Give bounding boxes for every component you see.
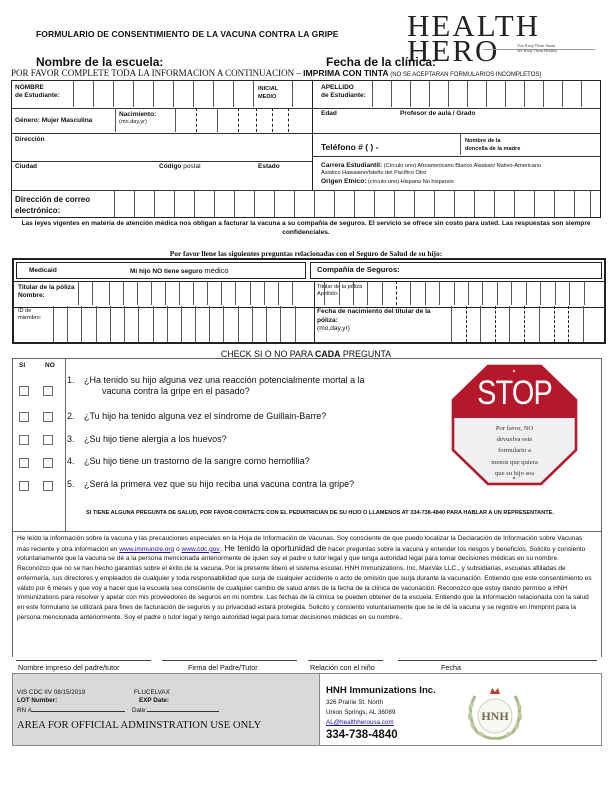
no-column-header: NO [45,362,55,369]
cell-line [252,306,253,342]
member-id-label [18,308,41,322]
last-name-label-2: de Estudiante: [321,92,366,99]
cell-line [543,81,544,107]
cell-line [324,281,325,305]
cell-line [511,281,512,305]
laurel-wreath-icon [461,684,529,742]
cell-line [272,108,273,132]
state-label: Estado [258,163,280,170]
cell-line [115,108,116,132]
insurance-company-label: Compañía de Seguros: [317,265,400,274]
q2-no-checkbox[interactable] [43,412,53,422]
insurance-section-title: Por favor llene las siguientes preguntas relacionadas con el Seguro de Salud de su hijo: [169,249,443,258]
email-label-2: electrónico: [15,206,61,215]
cell-line [165,281,166,305]
cdc-link[interactable]: www.cdc.gov [181,545,220,553]
rn-input-line[interactable] [31,705,125,712]
middle-initial-label-1: INICIAL [258,86,279,92]
cell-line [109,281,110,305]
stop-line-2: devuelva este [496,436,533,444]
member-id-label-2: miembro: [18,315,42,321]
company-address-2: Union Springs, AL 36089 [326,709,396,716]
cell-line [250,281,251,305]
medicaid-option[interactable]: Medicaid [29,267,57,274]
cell-line [253,81,254,107]
row-divider [312,156,600,157]
cell-line [173,81,174,107]
cell-line [451,306,452,342]
vaccine-name: FLUCELVAX [134,689,170,696]
cell-line [554,306,555,342]
exp-date-label: EXP Date: [139,697,169,704]
cell-line [540,281,541,305]
cell-line [396,281,397,305]
question-2-number: 2. [67,411,75,421]
immunize-link[interactable]: www.immunize.org [119,545,175,553]
check-title-bold: CADA [315,349,341,359]
q4-yes-checkbox[interactable] [19,458,29,468]
cell-line [482,281,483,305]
instruction-main: POR FAVOR COMPLETE TODA LA INFORMACION A CONTINUACION – [11,68,304,78]
ethnic-options[interactable]: (círculo uno) Hispana No hispanos [366,178,454,185]
holder-first-name-label-2: Nombre: [18,292,45,299]
cell-line [581,81,582,107]
cell-line [179,281,180,305]
zip-label-normal: postal [183,163,201,170]
cell-line [234,190,235,217]
cell-line [568,306,569,342]
company-info [320,673,602,746]
lot-number-label: LOT Number: [17,697,58,704]
consent-paragraph [17,534,593,622]
cell-line [382,281,383,305]
stop-word: STOP [477,374,552,412]
holder-first-name-label [18,284,75,300]
email-input[interactable] [114,190,600,217]
question-4-number: 4. [67,456,75,466]
birth-label-1: Nacimiento: [119,111,157,118]
holder-dob-label-1: Fecha de nacimiento del titular de la [317,308,431,315]
cell-line [495,306,496,342]
cell-line [207,281,208,305]
cell-line [494,190,495,217]
admin-date-label-text: Date: [132,707,148,714]
cell-line [174,190,175,217]
holder-dob-input[interactable] [451,306,604,342]
holder-first-name-label-1: Titular de la póliza [18,284,75,291]
cell-line [505,81,506,107]
rn-label [17,705,125,715]
cell-line [394,190,395,217]
question-2-text: ¿Tu hijo ha tenido alguna vez el síndrome de Guillain-Barre? [84,411,327,421]
cell-line [274,190,275,217]
cell-line [113,81,114,107]
cell-line [235,281,236,305]
address-input[interactable] [12,145,310,159]
cell-line [221,281,222,305]
school-name-label: Nombre de la escuela: [36,55,164,69]
maiden-name-label-1: Nombre de la [465,138,501,144]
question-5 [67,479,354,490]
logo-tagline-1: You Keep Them Smart [517,43,556,48]
cell-line [278,281,279,305]
cell-line [133,81,134,107]
company-email-link[interactable]: AL@healthherousa.com [326,719,394,726]
consent-top-border [12,531,602,532]
cell-line [414,190,415,217]
cell-line [123,281,124,305]
health-hero-logo [405,8,605,68]
check-title-post: PREGUNTA [340,349,392,359]
cell-line [391,81,392,107]
cell-line [256,108,257,132]
cell-line [194,190,195,217]
question-5-text: ¿Será la primera vez que su hijo reciba una vacuna contra la gripe? [84,479,355,489]
cell-line [134,190,135,217]
row-divider [12,133,600,134]
instruction-bold: IMPRIMA CON TINTA [303,68,389,78]
cell-line [154,190,155,217]
cell-line [137,281,138,305]
cell-line [96,306,97,342]
question-3 [67,434,227,445]
cell-line [264,281,265,305]
clinic-date-label: Fecha de la clínica: [326,55,437,69]
insurance-company-input[interactable] [406,263,601,278]
question-5-number: 5. [67,479,75,489]
holder-first-name-input[interactable] [78,281,312,305]
maiden-name-label [465,137,520,153]
no-insurance-normal: médico [204,266,229,275]
cell-line [410,281,411,305]
stop-sign-message [450,423,579,479]
cell-line [454,281,455,305]
cell-line [67,306,68,342]
instruction-note: (NO SE ACEPTARAN FORMULARIOS INCOMPLETOS) [388,72,542,78]
cell-line [509,306,510,342]
cell-line [460,133,461,155]
age-label: Edad [321,110,337,117]
cell-line [497,281,498,305]
cell-line [539,306,540,342]
cell-line [474,190,475,217]
gender-label: Género: Mujer Masculina [15,117,93,124]
no-insurance-bold: Mi hijo NO tiene seguro [130,268,205,275]
zip-label [159,163,201,171]
maiden-name-label-2: doncella de la madre [465,146,521,152]
form-title: FORMULARIO DE CONSENTIMIENTO DE LA VACUNA CONTRA LA GRIPE [36,29,339,39]
address-label: Dirección [15,136,45,143]
cell-line [554,190,555,217]
cell-line [524,81,525,107]
signature-label: Firma del Padre/Tutor [188,663,258,672]
consent-part-2: . He tenido la oportunidad de [219,542,327,553]
cell-line [213,81,214,107]
official-use-label: AREA FOR OFFICIAL ADMINSTRATION USE ONLY [17,720,262,731]
cell-line [195,306,196,342]
teacher-grade-label: Profesor de aula / Grado [400,110,476,117]
state-input[interactable] [258,172,308,187]
birth-label-2: (mo,day,yr) [119,119,147,125]
city-label: Ciudad [15,163,38,170]
row-divider [12,108,600,109]
cell-line [486,81,487,107]
stop-line-1: Por favor, NO [495,425,534,432]
cell-line [153,81,154,107]
question-3-number: 3. [67,434,75,444]
relationship-label: Relación con el niño [310,663,375,672]
q5-no-checkbox[interactable] [43,481,53,491]
cell-line [372,81,373,107]
q1-yes-checkbox[interactable] [19,386,29,396]
cell-line [434,190,435,217]
consent-part-1: He leído la información sobre la vacuna y las precauciones especiales en la Hoja de Información de Vacunas. Soy consciente de que puedo localizar la Declaración de Información sobre Vacunas más reciente y otra información en [17,535,583,553]
race-ethnicity-block [321,162,601,186]
cell-line [524,306,525,342]
crown-icon [490,688,500,694]
first-name-label-2: de Estudiante: [15,92,60,99]
cell-line [167,306,168,342]
cell-line [339,281,340,305]
cell-line [214,190,215,217]
zip-input[interactable] [159,172,254,187]
stop-line-4: menos que quiera [491,458,538,466]
cell-line [81,306,82,342]
cell-line [410,81,411,107]
ethnic-label: Origen Etnico: [321,177,367,185]
date-line-extended [465,660,597,661]
middle-initial-label [258,86,278,101]
first-name-label [15,84,60,100]
cell-line [209,306,210,342]
cell-line [110,306,111,342]
stop-line-3: formulario a [498,447,531,455]
holder-dob-label [317,308,431,334]
cell-line [280,306,281,342]
instruction-line [11,68,541,78]
check-title-pre: CHECK SI O NO PARA [220,349,316,359]
hnh-seal-logo [461,684,529,742]
question-4-text: ¿Su hijo tiene un trastorno de la sangre como hemofilia? [84,456,310,466]
company-address-1: 326 Prairie St. North [326,699,384,706]
company-phone: 334-738-4840 [326,729,398,741]
cell-line [92,281,93,305]
official-use-area [12,673,320,746]
cell-line [534,190,535,217]
cell-line [238,108,239,132]
logo-tagline [517,43,557,53]
cell-line [138,306,139,342]
age-input[interactable] [345,108,395,132]
q3-no-checkbox[interactable] [43,435,53,445]
last-name-label [321,84,366,100]
date-label: Fecha [441,663,461,672]
billing-notice: Las leyes vigentes en materia de atención médica nos obligan a facturar la vacuna a su compañía de seguros. El servicio se ofrece sin costo para usted. Las respuestas son siempre confidenciales. [21,220,591,236]
q3-yes-checkbox[interactable] [19,435,29,445]
cell-line [425,281,426,305]
stop-line-5: que su hijo sea [494,469,534,477]
email-label [15,194,90,216]
stop-sign-image [450,363,579,487]
logo-line-1: HEALTH [407,8,541,43]
q5-yes-checkbox[interactable] [19,481,29,491]
row-divider [12,161,312,162]
cell-line [196,108,197,132]
q4-no-checkbox[interactable] [43,458,53,468]
cell-line [374,190,375,217]
cell-line [181,306,182,342]
zip-label-bold: Código [159,163,184,170]
holder-last-name-label-1: Titular de la póliza [317,284,363,290]
first-name-input[interactable] [73,81,253,107]
cell-line [93,81,94,107]
rn-label-text: RN # [17,707,32,714]
race-options-2[interactable]: Asiático Hawaiano/Isleño del Pacífico Otro [321,170,427,177]
race-label: Carrera Estudiantil: [321,162,383,169]
middle-initial-input[interactable] [292,81,311,107]
question-2 [67,411,326,422]
signature-line[interactable] [162,660,297,661]
teacher-grade-input[interactable] [400,118,600,132]
cell-line [233,81,234,107]
cell-line [354,190,355,217]
cell-line [353,281,354,305]
holder-last-name-input[interactable] [324,281,604,305]
cell-line [480,306,481,342]
cell-line [467,81,468,107]
cell-line [254,190,255,217]
race-options[interactable]: (Círculo uno) Afroamericano Blanco Alaskan/ Nativo-Americano [382,163,542,169]
admin-date-input-line[interactable] [147,705,219,712]
cell-line [153,306,154,342]
middle-initial-label-2: MEDIO [258,93,277,100]
cell-line [569,281,570,305]
member-id-label-1: ID de [18,308,32,314]
email-label-1: Dirección de correo [15,195,91,204]
cell-line [124,306,125,342]
last-name-label-1: APELLIDO [321,84,354,91]
holder-last-name-label-2: Apellido: [317,291,339,297]
relationship-line[interactable] [308,660,383,661]
company-name: HNH Immunizations Inc. [326,685,436,696]
logo-line-2: HERO [407,33,500,68]
printed-name-label: Nombre impreso del padre/tutor [18,663,120,672]
member-id-input[interactable] [52,306,312,342]
cell-line [466,306,467,342]
checkbox-column-divider [65,358,66,532]
phone-label: Teléfono # ( ) - [321,142,379,152]
cell-line [526,281,527,305]
birth-label [119,111,156,126]
cell-line [555,281,556,305]
cell-line [175,108,176,132]
cell-line [590,190,591,217]
health-contact-note: SI TIENE ALGUNA PREGUNTA DE SALUD, POR FAVOR CONTACTE CON EL PEDIATRICIAN DE SU HIJO O LLAMENOS AT 334-738-4840 PARA HABLAR A UN REPRESENTANTE. [86,510,554,516]
cell-line [562,81,563,107]
cell-line [574,190,575,217]
printed-name-line[interactable] [16,660,151,661]
cell-line [583,306,584,342]
consent-or: o [174,545,182,553]
cell-line [334,190,335,217]
insurance-company-row [310,262,602,279]
cell-line [223,306,224,342]
cell-line [448,81,449,107]
question-1-number: 1. [67,375,75,385]
cell-line [468,281,469,305]
cell-line [584,281,585,305]
logo-tagline-2: We Keep Them Healthy [517,48,558,53]
phone-input[interactable] [312,133,460,155]
question-1-text: ¿Ha tenido su hijo alguna vez una reacción potencialmente mortal a la [84,375,365,385]
cell-line [151,281,152,305]
cell-line [217,108,218,132]
cell-line [193,81,194,107]
question-1 [67,375,365,397]
svg-text:HNH: HNH [481,709,509,723]
cell-line [514,190,515,217]
q1-no-checkbox[interactable] [43,386,53,396]
no-insurance-option[interactable] [130,267,229,276]
coverage-type-row [16,262,306,279]
cell-line [78,281,79,305]
cell-line [429,81,430,107]
holder-dob-label-2: póliza: [317,316,338,324]
column-divider [314,281,315,342]
question-3-text: ¿Su hijo tiene alergia a los huevos? [84,434,227,444]
cell-line [454,190,455,217]
cell-line [314,190,315,217]
cell-line [292,281,293,305]
cell-line [266,306,267,342]
consent-part-3: hacer preguntas sobre la vacuna y entender los riesgos y beneficios. Solicito y consiento voluntariamente que la vacuna se dé a la persona mencionada anteriormente de quien soy el padre o tutor legal y que tenga autoridad legal para tomar decisiones médicas en su nombre. Reconozco que no se han hecho garantías sobre el éxito de la vacuna. Por la presente libero el sistema escolar, HNH Immunizations, Inc, MaxVax LLC., y subsidiarias, escuelas afiliadas de enfermería, sus directores y empleados de cualquier y toda responsabilidad que surja de cualquier accidente o acto de omisión que surja durante la vacunación. Entiendo que este consentimiento es válido por 6 meses y que voy a hacer que la escuela sea consciente de cualquier cambio de salud antes de la fecha de la clínica de vacunación. Reconozco que estoy dando permiso a HNH Immunizations para resolver y apelar con mis proveedores de seguros en mi nombre. Las fechas de la clínica se pueden obtener de la escuela. Entiendo que la información relacionada con la salud en este formulario se utilizará para fines de facturación de seguros y su privacidad estará protegida. Solicito y consiento voluntariamente que se le dé la vacuna y se registre en Immprint para la persona mencionada anteriormente. Soy el padre o tutor legal y tengo autoridad legal para tomar decisiones médicas en su nombre.. [17,545,592,621]
maiden-name-input[interactable] [535,133,600,155]
city-input[interactable] [12,172,157,187]
cell-line [439,281,440,305]
cell-line [295,306,296,342]
yes-column-header: SI [19,362,26,369]
first-name-label-1: NOMBRE [15,84,44,91]
cell-line [294,190,295,217]
cell-line [53,306,54,342]
cell-line [73,81,74,107]
cell-line [114,190,115,217]
vis-date: VIS CDC IIV 08/15/2019 [17,689,86,696]
question-1-text-2: vacuna contra la gripe en el pasado? [102,386,250,396]
cell-line [238,306,239,342]
cell-line [193,281,194,305]
question-4 [67,456,310,467]
cell-line [367,281,368,305]
q2-yes-checkbox[interactable] [19,412,29,422]
cell-line [288,108,289,132]
admin-date-label [132,705,219,715]
holder-dob-label-3: (mo,day,yr) [317,325,350,332]
